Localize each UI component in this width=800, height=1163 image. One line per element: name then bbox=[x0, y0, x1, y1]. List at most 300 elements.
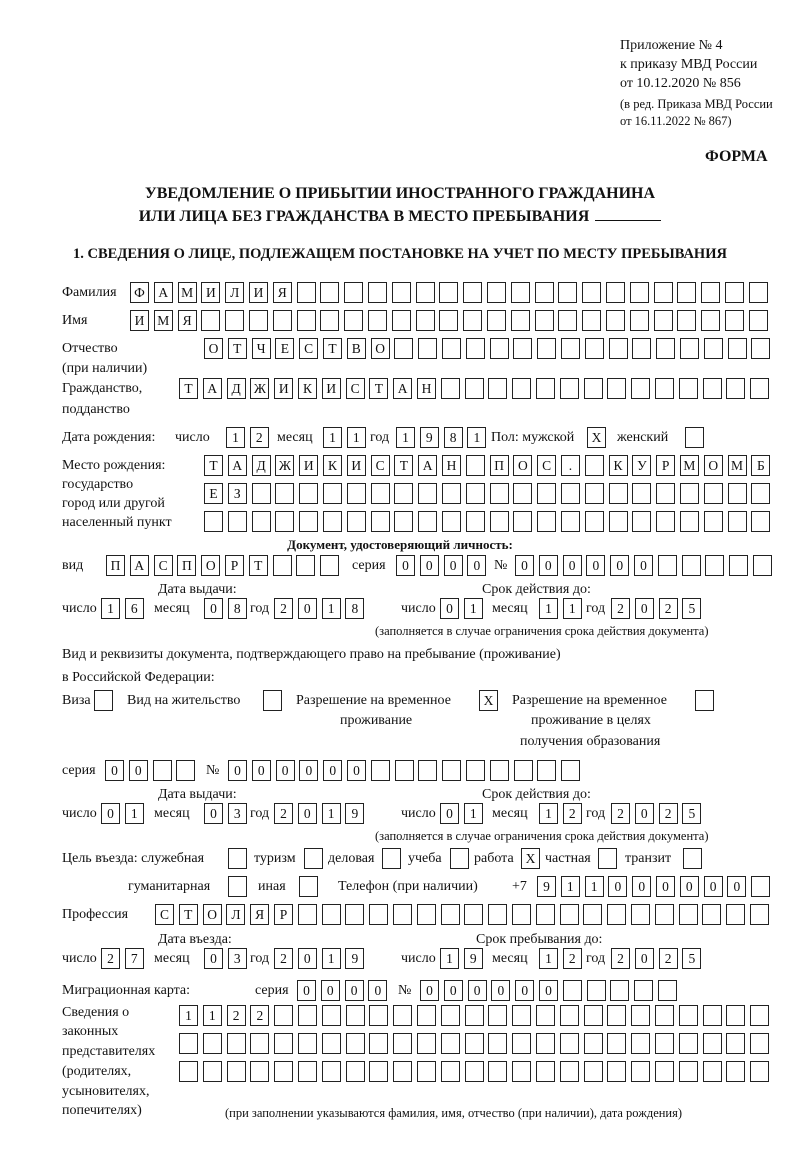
char-box[interactable] bbox=[201, 310, 220, 331]
migration-number-boxes[interactable] bbox=[420, 980, 677, 1001]
char-box[interactable]: Т bbox=[394, 455, 413, 476]
char-box[interactable]: 7 bbox=[125, 948, 144, 969]
char-box[interactable]: О bbox=[201, 555, 220, 576]
char-box[interactable] bbox=[466, 455, 485, 476]
char-box[interactable] bbox=[297, 282, 316, 303]
name-boxes[interactable] bbox=[130, 310, 768, 331]
char-box[interactable] bbox=[298, 904, 317, 925]
char-box[interactable]: 0 bbox=[347, 760, 366, 781]
char-box[interactable] bbox=[299, 483, 318, 504]
char-box[interactable]: С bbox=[371, 455, 390, 476]
char-box[interactable] bbox=[585, 483, 604, 504]
char-box[interactable]: С bbox=[346, 378, 365, 399]
char-box[interactable]: 0 bbox=[323, 760, 342, 781]
char-box[interactable] bbox=[728, 511, 747, 532]
char-box[interactable]: 2 bbox=[611, 948, 630, 969]
char-box[interactable] bbox=[465, 1005, 484, 1026]
char-box[interactable] bbox=[465, 1033, 484, 1054]
char-box[interactable] bbox=[322, 904, 341, 925]
char-box[interactable]: 6 bbox=[125, 598, 144, 619]
char-box[interactable] bbox=[488, 1033, 507, 1054]
char-box[interactable] bbox=[344, 282, 363, 303]
char-box[interactable] bbox=[252, 511, 271, 532]
stay-issue-year-boxes[interactable] bbox=[274, 803, 364, 824]
char-box[interactable]: 1 bbox=[539, 803, 558, 824]
char-box[interactable]: 0 bbox=[491, 980, 510, 1001]
char-box[interactable]: К bbox=[323, 455, 342, 476]
char-box[interactable] bbox=[320, 282, 339, 303]
char-box[interactable]: С bbox=[299, 338, 318, 359]
char-box[interactable]: Ж bbox=[275, 455, 294, 476]
char-box[interactable] bbox=[346, 1061, 365, 1082]
char-box[interactable] bbox=[749, 310, 768, 331]
char-box[interactable] bbox=[655, 904, 674, 925]
char-box[interactable] bbox=[606, 310, 625, 331]
char-box[interactable]: Ч bbox=[252, 338, 271, 359]
char-box[interactable] bbox=[345, 904, 364, 925]
char-box[interactable] bbox=[606, 282, 625, 303]
char-box[interactable] bbox=[631, 1033, 650, 1054]
char-box[interactable] bbox=[726, 1033, 745, 1054]
char-box[interactable] bbox=[490, 760, 509, 781]
char-box[interactable] bbox=[537, 338, 556, 359]
char-box[interactable] bbox=[563, 980, 582, 1001]
char-box[interactable] bbox=[558, 282, 577, 303]
char-box[interactable] bbox=[417, 1033, 436, 1054]
char-box[interactable]: 1 bbox=[467, 427, 486, 448]
char-box[interactable] bbox=[439, 310, 458, 331]
char-box[interactable] bbox=[630, 282, 649, 303]
purpose-transit-checkbox[interactable] bbox=[683, 848, 702, 869]
sex-female-checkbox[interactable] bbox=[685, 427, 704, 448]
citizenship-boxes[interactable] bbox=[179, 378, 769, 399]
char-box[interactable] bbox=[273, 310, 292, 331]
char-box[interactable]: Д bbox=[227, 378, 246, 399]
purpose-other-checkbox[interactable] bbox=[299, 876, 318, 897]
char-box[interactable]: 0 bbox=[298, 803, 317, 824]
char-box[interactable] bbox=[703, 1061, 722, 1082]
char-box[interactable] bbox=[560, 1005, 579, 1026]
char-box[interactable] bbox=[695, 690, 714, 711]
char-box[interactable]: А bbox=[228, 455, 247, 476]
char-box[interactable] bbox=[203, 1033, 222, 1054]
char-box[interactable]: 5 bbox=[682, 803, 701, 824]
char-box[interactable]: 1 bbox=[440, 948, 459, 969]
char-box[interactable]: 8 bbox=[228, 598, 247, 619]
char-box[interactable]: П bbox=[490, 455, 509, 476]
char-box[interactable] bbox=[227, 1033, 246, 1054]
char-box[interactable] bbox=[394, 338, 413, 359]
char-box[interactable] bbox=[418, 483, 437, 504]
char-box[interactable] bbox=[298, 1033, 317, 1054]
char-box[interactable] bbox=[513, 483, 532, 504]
char-box[interactable]: Д bbox=[252, 455, 271, 476]
char-box[interactable]: 0 bbox=[727, 876, 746, 897]
char-box[interactable] bbox=[751, 483, 770, 504]
char-box[interactable] bbox=[728, 338, 747, 359]
char-box[interactable]: О bbox=[203, 904, 222, 925]
char-box[interactable] bbox=[584, 1005, 603, 1026]
char-box[interactable] bbox=[249, 310, 268, 331]
char-box[interactable] bbox=[417, 1061, 436, 1082]
char-box[interactable] bbox=[536, 378, 555, 399]
char-box[interactable]: Т bbox=[323, 338, 342, 359]
char-box[interactable] bbox=[153, 760, 172, 781]
char-box[interactable] bbox=[487, 310, 506, 331]
char-box[interactable]: М bbox=[728, 455, 747, 476]
char-box[interactable]: 2 bbox=[274, 948, 293, 969]
char-box[interactable]: 0 bbox=[420, 980, 439, 1001]
char-box[interactable] bbox=[512, 1005, 531, 1026]
char-box[interactable] bbox=[560, 1061, 579, 1082]
char-box[interactable]: 1 bbox=[179, 1005, 198, 1026]
char-box[interactable] bbox=[632, 483, 651, 504]
char-box[interactable] bbox=[263, 690, 282, 711]
char-box[interactable] bbox=[631, 904, 650, 925]
char-box[interactable]: 1 bbox=[563, 598, 582, 619]
char-box[interactable]: 2 bbox=[101, 948, 120, 969]
char-box[interactable]: О bbox=[204, 338, 223, 359]
char-box[interactable] bbox=[560, 904, 579, 925]
char-box[interactable]: 0 bbox=[276, 760, 295, 781]
char-box[interactable] bbox=[750, 1005, 769, 1026]
id-valid-year-boxes[interactable] bbox=[611, 598, 701, 619]
char-box[interactable] bbox=[561, 338, 580, 359]
char-box[interactable] bbox=[488, 378, 507, 399]
char-box[interactable] bbox=[680, 483, 699, 504]
char-box[interactable] bbox=[228, 848, 247, 869]
char-box[interactable] bbox=[726, 904, 745, 925]
char-box[interactable] bbox=[296, 555, 315, 576]
char-box[interactable] bbox=[347, 483, 366, 504]
char-box[interactable]: И bbox=[299, 455, 318, 476]
char-box[interactable]: 0 bbox=[368, 980, 387, 1001]
char-box[interactable]: М bbox=[154, 310, 173, 331]
char-box[interactable]: Л bbox=[226, 904, 245, 925]
char-box[interactable] bbox=[252, 483, 271, 504]
birth-year-boxes[interactable] bbox=[396, 427, 486, 448]
char-box[interactable] bbox=[511, 282, 530, 303]
char-box[interactable]: 1 bbox=[464, 598, 483, 619]
char-box[interactable]: 0 bbox=[539, 555, 558, 576]
char-box[interactable] bbox=[679, 378, 698, 399]
char-box[interactable] bbox=[465, 378, 484, 399]
char-box[interactable] bbox=[441, 378, 460, 399]
char-box[interactable] bbox=[607, 1033, 626, 1054]
char-box[interactable] bbox=[323, 483, 342, 504]
until-month-boxes[interactable] bbox=[539, 948, 582, 969]
char-box[interactable] bbox=[512, 378, 531, 399]
char-box[interactable] bbox=[703, 1033, 722, 1054]
char-box[interactable]: Т bbox=[369, 378, 388, 399]
char-box[interactable]: В bbox=[347, 338, 366, 359]
char-box[interactable]: 0 bbox=[204, 948, 223, 969]
char-box[interactable]: 0 bbox=[105, 760, 124, 781]
char-box[interactable]: 2 bbox=[611, 803, 630, 824]
char-box[interactable] bbox=[297, 310, 316, 331]
char-box[interactable]: 2 bbox=[250, 427, 269, 448]
char-box[interactable] bbox=[323, 511, 342, 532]
char-box[interactable]: . bbox=[561, 455, 580, 476]
char-box[interactable]: 0 bbox=[680, 876, 699, 897]
char-box[interactable]: З bbox=[228, 483, 247, 504]
char-box[interactable]: 0 bbox=[704, 876, 723, 897]
char-box[interactable]: О bbox=[704, 455, 723, 476]
char-box[interactable]: 1 bbox=[203, 1005, 222, 1026]
until-day-boxes[interactable] bbox=[440, 948, 483, 969]
char-box[interactable] bbox=[560, 378, 579, 399]
char-box[interactable] bbox=[346, 1033, 365, 1054]
entry-year-boxes[interactable] bbox=[274, 948, 364, 969]
char-box[interactable]: 1 bbox=[585, 876, 604, 897]
char-box[interactable]: Т bbox=[204, 455, 223, 476]
char-box[interactable]: Т bbox=[179, 904, 198, 925]
char-box[interactable] bbox=[513, 338, 532, 359]
id-valid-day-boxes[interactable] bbox=[440, 598, 483, 619]
char-box[interactable] bbox=[322, 1005, 341, 1026]
residence-checkbox[interactable] bbox=[263, 690, 282, 711]
char-box[interactable] bbox=[703, 378, 722, 399]
char-box[interactable] bbox=[537, 760, 556, 781]
char-box[interactable]: 2 bbox=[563, 803, 582, 824]
char-box[interactable] bbox=[466, 511, 485, 532]
char-box[interactable]: Л bbox=[225, 282, 244, 303]
char-box[interactable]: 0 bbox=[396, 555, 415, 576]
birth-month-boxes[interactable] bbox=[323, 427, 366, 448]
char-box[interactable]: Я bbox=[178, 310, 197, 331]
char-box[interactable]: 1 bbox=[322, 948, 341, 969]
char-box[interactable] bbox=[369, 1061, 388, 1082]
char-box[interactable] bbox=[585, 511, 604, 532]
char-box[interactable] bbox=[728, 483, 747, 504]
char-box[interactable] bbox=[607, 1005, 626, 1026]
char-box[interactable] bbox=[535, 310, 554, 331]
char-box[interactable] bbox=[725, 282, 744, 303]
char-box[interactable]: 1 bbox=[322, 598, 341, 619]
char-box[interactable] bbox=[585, 455, 604, 476]
temp-permit-checkbox[interactable] bbox=[479, 690, 498, 711]
birth-day-boxes[interactable] bbox=[226, 427, 269, 448]
char-box[interactable] bbox=[679, 904, 698, 925]
char-box[interactable] bbox=[751, 511, 770, 532]
char-box[interactable] bbox=[416, 310, 435, 331]
char-box[interactable] bbox=[466, 338, 485, 359]
char-box[interactable] bbox=[466, 760, 485, 781]
char-box[interactable] bbox=[683, 848, 702, 869]
char-box[interactable]: А bbox=[393, 378, 412, 399]
char-box[interactable]: 0 bbox=[101, 803, 120, 824]
char-box[interactable]: 0 bbox=[515, 980, 534, 1001]
char-box[interactable]: 0 bbox=[420, 555, 439, 576]
char-box[interactable] bbox=[680, 511, 699, 532]
representatives-row-3[interactable] bbox=[179, 1061, 769, 1082]
id-number-boxes[interactable] bbox=[515, 555, 772, 576]
char-box[interactable] bbox=[587, 980, 606, 1001]
char-box[interactable]: И bbox=[274, 378, 293, 399]
char-box[interactable] bbox=[584, 1033, 603, 1054]
char-box[interactable] bbox=[679, 1005, 698, 1026]
char-box[interactable] bbox=[536, 1033, 555, 1054]
char-box[interactable]: 2 bbox=[659, 598, 678, 619]
char-box[interactable] bbox=[679, 1061, 698, 1082]
char-box[interactable] bbox=[487, 282, 506, 303]
char-box[interactable]: 3 bbox=[228, 948, 247, 969]
char-box[interactable] bbox=[463, 310, 482, 331]
char-box[interactable] bbox=[753, 555, 772, 576]
char-box[interactable] bbox=[751, 876, 770, 897]
char-box[interactable]: О bbox=[513, 455, 532, 476]
char-box[interactable] bbox=[513, 511, 532, 532]
char-box[interactable]: 2 bbox=[274, 803, 293, 824]
char-box[interactable] bbox=[558, 310, 577, 331]
char-box[interactable]: Ф bbox=[130, 282, 149, 303]
char-box[interactable]: Р bbox=[225, 555, 244, 576]
char-box[interactable]: Р bbox=[274, 904, 293, 925]
profession-boxes[interactable] bbox=[155, 904, 769, 925]
char-box[interactable]: 0 bbox=[204, 598, 223, 619]
char-box[interactable]: Е bbox=[204, 483, 223, 504]
char-box[interactable]: 9 bbox=[345, 948, 364, 969]
char-box[interactable]: Н bbox=[442, 455, 461, 476]
char-box[interactable] bbox=[583, 904, 602, 925]
stay-series-boxes[interactable] bbox=[105, 760, 195, 781]
char-box[interactable] bbox=[631, 378, 650, 399]
char-box[interactable]: А bbox=[130, 555, 149, 576]
char-box[interactable]: Е bbox=[275, 338, 294, 359]
char-box[interactable] bbox=[725, 310, 744, 331]
char-box[interactable] bbox=[250, 1061, 269, 1082]
char-box[interactable] bbox=[250, 1033, 269, 1054]
visa-checkbox[interactable] bbox=[94, 690, 113, 711]
surname-boxes[interactable] bbox=[130, 282, 768, 303]
char-box[interactable] bbox=[582, 282, 601, 303]
char-box[interactable]: И bbox=[347, 455, 366, 476]
char-box[interactable]: 0 bbox=[467, 555, 486, 576]
char-box[interactable]: 0 bbox=[440, 803, 459, 824]
char-box[interactable] bbox=[228, 876, 247, 897]
stay-number-boxes[interactable] bbox=[228, 760, 580, 781]
char-box[interactable]: 2 bbox=[659, 803, 678, 824]
char-box[interactable] bbox=[275, 511, 294, 532]
char-box[interactable]: 0 bbox=[635, 803, 654, 824]
char-box[interactable] bbox=[369, 1033, 388, 1054]
char-box[interactable] bbox=[228, 511, 247, 532]
char-box[interactable] bbox=[536, 1061, 555, 1082]
char-box[interactable]: А bbox=[154, 282, 173, 303]
char-box[interactable] bbox=[656, 338, 675, 359]
char-box[interactable]: 0 bbox=[298, 598, 317, 619]
char-box[interactable] bbox=[322, 1061, 341, 1082]
char-box[interactable]: Ж bbox=[250, 378, 269, 399]
char-box[interactable] bbox=[609, 511, 628, 532]
char-box[interactable] bbox=[464, 904, 483, 925]
char-box[interactable] bbox=[751, 338, 770, 359]
char-box[interactable]: 0 bbox=[635, 948, 654, 969]
char-box[interactable] bbox=[299, 511, 318, 532]
char-box[interactable] bbox=[704, 511, 723, 532]
id-kind-boxes[interactable] bbox=[106, 555, 339, 576]
char-box[interactable]: 2 bbox=[250, 1005, 269, 1026]
char-box[interactable] bbox=[298, 1061, 317, 1082]
char-box[interactable] bbox=[703, 1005, 722, 1026]
char-box[interactable] bbox=[655, 1061, 674, 1082]
char-box[interactable] bbox=[488, 904, 507, 925]
char-box[interactable] bbox=[750, 904, 769, 925]
char-box[interactable] bbox=[655, 1005, 674, 1026]
char-box[interactable]: 0 bbox=[252, 760, 271, 781]
char-box[interactable]: 1 bbox=[323, 427, 342, 448]
char-box[interactable] bbox=[655, 378, 674, 399]
char-box[interactable]: 0 bbox=[299, 760, 318, 781]
char-box[interactable] bbox=[682, 555, 701, 576]
char-box[interactable] bbox=[704, 483, 723, 504]
char-box[interactable]: 0 bbox=[635, 598, 654, 619]
purpose-official-checkbox[interactable] bbox=[228, 848, 247, 869]
char-box[interactable] bbox=[584, 378, 603, 399]
char-box[interactable] bbox=[275, 483, 294, 504]
char-box[interactable]: С bbox=[155, 904, 174, 925]
char-box[interactable] bbox=[418, 511, 437, 532]
char-box[interactable] bbox=[465, 1061, 484, 1082]
char-box[interactable] bbox=[632, 338, 651, 359]
char-box[interactable] bbox=[656, 483, 675, 504]
char-box[interactable] bbox=[274, 1061, 293, 1082]
char-box[interactable]: Р bbox=[656, 455, 675, 476]
char-box[interactable] bbox=[392, 310, 411, 331]
char-box[interactable]: 2 bbox=[227, 1005, 246, 1026]
char-box[interactable] bbox=[582, 310, 601, 331]
char-box[interactable]: 0 bbox=[444, 980, 463, 1001]
char-box[interactable] bbox=[441, 1033, 460, 1054]
char-box[interactable] bbox=[750, 378, 769, 399]
char-box[interactable] bbox=[585, 338, 604, 359]
char-box[interactable] bbox=[677, 282, 696, 303]
char-box[interactable]: У bbox=[632, 455, 651, 476]
phone-boxes[interactable] bbox=[537, 876, 770, 897]
char-box[interactable]: А bbox=[418, 455, 437, 476]
char-box[interactable] bbox=[749, 282, 768, 303]
char-box[interactable] bbox=[701, 310, 720, 331]
id-issue-month-boxes[interactable] bbox=[204, 598, 247, 619]
edu-permit-checkbox[interactable] bbox=[695, 690, 714, 711]
char-box[interactable] bbox=[441, 904, 460, 925]
char-box[interactable]: 1 bbox=[125, 803, 144, 824]
birth-place-row-1[interactable] bbox=[204, 455, 770, 476]
char-box[interactable] bbox=[702, 904, 721, 925]
char-box[interactable] bbox=[490, 511, 509, 532]
char-box[interactable] bbox=[320, 555, 339, 576]
char-box[interactable]: 1 bbox=[347, 427, 366, 448]
char-box[interactable] bbox=[654, 310, 673, 331]
char-box[interactable] bbox=[442, 511, 461, 532]
char-box[interactable]: 0 bbox=[444, 555, 463, 576]
char-box[interactable]: И bbox=[130, 310, 149, 331]
char-box[interactable] bbox=[634, 980, 653, 1001]
char-box[interactable]: 1 bbox=[464, 803, 483, 824]
char-box[interactable] bbox=[417, 904, 436, 925]
char-box[interactable] bbox=[537, 483, 556, 504]
char-box[interactable]: 0 bbox=[440, 598, 459, 619]
char-box[interactable]: 1 bbox=[539, 598, 558, 619]
char-box[interactable] bbox=[726, 1005, 745, 1026]
purpose-humanitarian-checkbox[interactable] bbox=[228, 876, 247, 897]
char-box[interactable]: 2 bbox=[274, 598, 293, 619]
char-box[interactable] bbox=[179, 1033, 198, 1054]
char-box[interactable] bbox=[655, 1033, 674, 1054]
char-box[interactable] bbox=[273, 555, 292, 576]
char-box[interactable] bbox=[442, 338, 461, 359]
char-box[interactable] bbox=[705, 555, 724, 576]
